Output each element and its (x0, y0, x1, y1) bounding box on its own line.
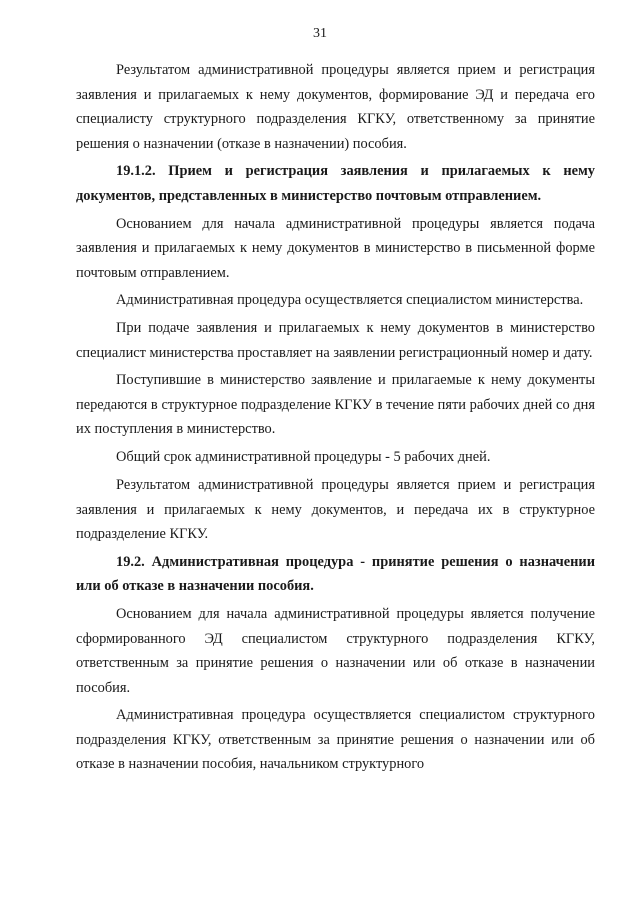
paragraph-result-registration: Результатом административной процедуры является прием и регистрация заявления и прилагаемых к нему документов, формирование ЭД и передача его специалисту структурного подразделения КГКУ, ответственному за принятие решения о назначении (отказе в назначении) пособия. (76, 62, 595, 152)
section-heading-19-1-2: 19.1.2. Прием и регистрация заявления и прилагаемых к нему документов, представленных в министерство почтовым отправлением. (76, 163, 595, 204)
paragraph-performed-by-kgku: Административная процедура осуществляется специалистом структурного подразделения КГКУ, ответственным за принятие решения о назначении или об отказе в назначении пособия, начальником структурного (76, 707, 595, 773)
paragraph-result-transfer: Результатом административной процедуры является прием и регистрация заявления и прилагаемых к нему документов, и передача их в структурное подразделение КГКУ. (76, 477, 595, 543)
paragraph-basis-postal: Основанием для начала административной процедуры является подача заявления и прилагаемых к нему документов в министерство в письменной форме почтовым отправлением. (76, 215, 595, 281)
paragraph-performed-by-ministry: Административная процедура осуществляется специалистом министерства. (116, 292, 584, 309)
document-body (76, 58, 595, 780)
paragraph-total-term: Общий срок административной процедуры - 5 рабочих дней. (116, 449, 491, 466)
paragraph-transfer-documents: Поступившие в министерство заявление и прилагаемые к нему документы передаются в структурное подразделение КГКУ в течение пяти рабочих дней со дня их поступления в министерство. (76, 372, 595, 438)
section-heading-19-2: 19.2. Административная процедура - принятие решения о назначении или об отказе в назначении пособия. (76, 553, 595, 595)
page-number: 31 (313, 26, 327, 41)
paragraph-basis-ed: Основанием для начала административной процедуры является получение сформированного ЭД специалистом структурного подразделения КГКУ, ответственным за принятие решения о назначении или об отказе в назначении пособия. (76, 606, 595, 696)
paragraph-registration-number: При подаче заявления и прилагаемых к нему документов в министерство специалист министерства проставляет на заявлении регистрационный номер и дату. (76, 320, 595, 361)
